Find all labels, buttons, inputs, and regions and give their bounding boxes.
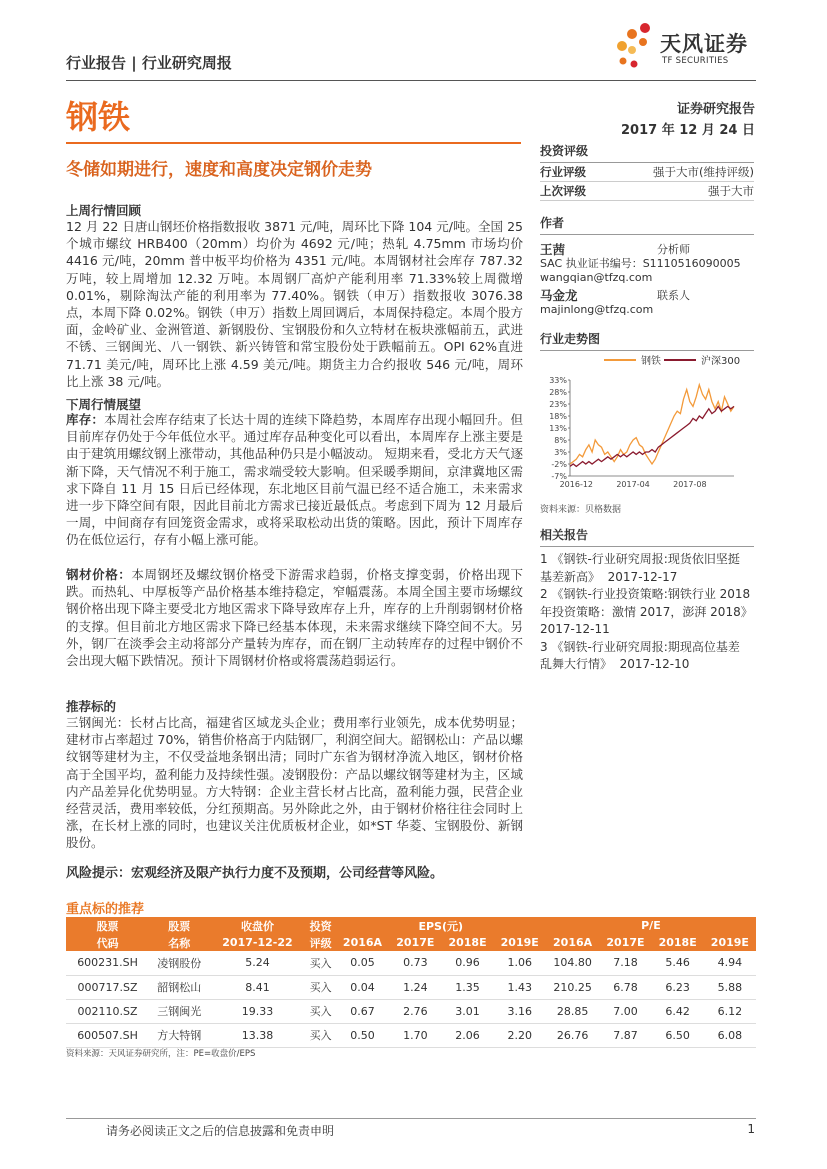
title-divider [66, 142, 521, 144]
price-paragraph [66, 566, 523, 669]
table-cell: 6.12 [704, 999, 756, 1023]
report-date: 2017 年 12 月 24 日 [621, 123, 755, 138]
review-paragraph: 12 月 22 日唐山钢坯价格指数报收 3871 元/吨，周环比下降 104 元/吨。全国 25 个城市螺纹 HRB400（20mm）均价为 4692 元/吨；热轧 4.75mm 市场均价 4416 元/吨，20mm 普中板平均价格为 4351 元/吨。本周钢材社会库存 787.32 万吨，较上周增加 12.32 万吨。本周钢厂高炉产能利用率 71.33%较上周微增 0.01%，剔除淘汰产能的利用率为 77.40%。钢铁（申万）指数报收 3076.38 点，本周下降 0.02%。钢铁（申万）指数上周回调后，本周保持稳定。本周个股方面，金岭矿业、金洲管道、新钢股份、宝钢股份和久立特材在板块涨幅前五，武进不锈、三钢闽光、八一钢铁、新兴铸管和常宝股份处于跌幅前五。OPI 62%直进 71.71 美元/吨，周环比上涨 4.59 美元/吨。期货主力合约报收 546 元/吨，周环比上涨 38 元/吨。 [66, 219, 523, 389]
related-heading: 相关报告 [540, 526, 754, 547]
y-tick-label: 13% [549, 424, 567, 433]
col-header: 代码 [66, 934, 149, 951]
table-cell: 0.05 [336, 951, 390, 975]
table-cell: 1.06 [494, 951, 546, 975]
trend-chart [540, 350, 754, 490]
report-type: 证券研究报告 [676, 102, 755, 117]
inventory-text: 本周社会库存结束了长达十周的连续下降趋势，本周库存出现小幅回升。但目前库存仍处于今年低位水平。通过库存品种变化可以看出，本周库存上涨主要是由于建筑用螺纹钢上涨带动，其他品种仍只是小幅波动。 短期来看，受北方天气逐渐下降，天气情况不利于施工，需求端受较大影响。但采暖季期间，京津冀地区需求下降自 11 月 15 日后已经体现，东北地区目前气温已经不适合施工，未来需求进一步下降空间有限，因此目前北方需求已接近最低点。考虑到下周为 12 月最后一周，中间商存有回笼资金需求，或将采取松动出货的策略。因此，预计下周库存仍在低位运行，存有小幅上涨可能。 [66, 412, 523, 548]
table-heading: 重点标的推荐 [66, 902, 145, 917]
table-cell: 104.80 [546, 951, 600, 975]
risk-warning: 风险提示：宏观经济及限产执行力度不及预期，公司经营等风险。 [66, 866, 444, 881]
table-cell: 买入 [306, 975, 336, 999]
logo-name: 天风证券 [660, 32, 748, 56]
price-label: 钢材价格： [66, 567, 132, 582]
table-cell: 方大特钢 [149, 1023, 209, 1047]
logo-mark-icon [612, 20, 662, 72]
rating-key: 上次评级 [540, 184, 586, 198]
table-cell: 0.96 [441, 951, 493, 975]
author-box [540, 214, 754, 317]
author-email[interactable]: wangqian@tfzq.com [540, 271, 653, 284]
rating-row [540, 163, 754, 182]
table-cell: 6.78 [599, 975, 651, 999]
table-cell: 7.00 [599, 999, 651, 1023]
col-header: 2019E [704, 934, 756, 951]
trend-box [540, 330, 754, 351]
table-cell: 002110.SZ [66, 999, 149, 1023]
table-cell: 5.24 [209, 951, 305, 975]
table-row [66, 975, 756, 999]
table-source: 资料来源：天风证券研究所，注：PE=收盘价/EPS [66, 1049, 256, 1059]
col-header: 收盘价 [209, 917, 305, 934]
table-cell: 3.16 [494, 999, 546, 1023]
trend-source: 资料来源：贝格数据 [540, 505, 622, 515]
header-divider [66, 80, 756, 81]
col-header: 股票 [149, 917, 209, 934]
col-header: 2017E [389, 934, 441, 951]
table-cell: 2.76 [389, 999, 441, 1023]
footer-divider [66, 1118, 756, 1119]
stock-table [66, 917, 756, 1048]
table-cell: 0.67 [336, 999, 390, 1023]
author-name: 马金龙 [540, 288, 578, 303]
table-cell: 0.50 [336, 1023, 390, 1047]
col-header: 股票 [66, 917, 149, 934]
trend-heading: 行业走势图 [540, 330, 754, 351]
table-row [66, 951, 756, 975]
x-tick-label: 2017-04 [616, 480, 650, 489]
rating-row [540, 182, 754, 201]
table-cell: 19.33 [209, 999, 305, 1023]
table-cell: 买入 [306, 1023, 336, 1047]
col-header: 名称 [149, 934, 209, 951]
col-header: 2018E [652, 934, 704, 951]
table-cell: 28.85 [546, 999, 600, 1023]
table-cell: 1.43 [494, 975, 546, 999]
table-cell: 0.04 [336, 975, 390, 999]
table-cell: 26.76 [546, 1023, 600, 1047]
table-cell: 000717.SZ [66, 975, 149, 999]
table-cell: 8.41 [209, 975, 305, 999]
col-header: 2017-12-22 [209, 934, 305, 951]
table-cell: 0.73 [389, 951, 441, 975]
y-tick-label: 3% [554, 448, 567, 457]
recommend-heading: 推荐标的 [66, 699, 117, 714]
table-cell: 6.23 [652, 975, 704, 999]
table-cell: 600507.SH [66, 1023, 149, 1047]
col-header: 投资 [306, 917, 336, 934]
table-cell: 4.94 [704, 951, 756, 975]
related-box [540, 526, 754, 674]
rating-value: 强于大市 [708, 184, 754, 198]
related-item[interactable]: 3 《钢铁-行业研究周报:期现高位基差 乱舞大行情》 2017-12-10 [540, 639, 740, 671]
table-cell: 1.70 [389, 1023, 441, 1047]
series-line-2 [570, 406, 734, 466]
table-row [66, 1023, 756, 1047]
table-cell: 6.42 [652, 999, 704, 1023]
table-cell: 13.38 [209, 1023, 305, 1047]
author-role: 分析师 [657, 243, 690, 256]
table-cell: 买入 [306, 999, 336, 1023]
rating-key: 行业评级 [540, 165, 586, 179]
industry-name: 钢铁 [66, 98, 131, 136]
table-cell: 三钢闽光 [149, 999, 209, 1023]
price-text: 本周钢坯及螺纹钢价格受下游需求趋弱，价格支撑变弱，价格出现下跌。而热轧、中厚板等产品价格基本维持稳定，窄幅震荡。本周全国主要市场螺纹钢价格出现下降主要受北方地区需求下降导致库存上升，库存的上升削弱钢材价格的支撑。但目前北方地区需求下降已经基本体现，未来需求继续下降空间不大。另外，钢厂在淡季会主动将部分产量转为库存，而在钢厂主动转库存的过程中钢价不会出现大幅下跌情况。预计下周钢材价格或将震荡趋弱运行。 [66, 567, 523, 669]
table-cell: 6.08 [704, 1023, 756, 1047]
author-heading: 作者 [540, 214, 754, 235]
x-tick-label: 2016-12 [559, 480, 594, 489]
y-tick-label: 8% [554, 436, 567, 445]
col-header: 2016A [336, 934, 390, 951]
table-cell: 2.20 [494, 1023, 546, 1047]
x-tick-label: 2017-08 [673, 480, 707, 489]
table-cell: 1.24 [389, 975, 441, 999]
author-email[interactable]: majinlong@tfzq.com [540, 303, 654, 316]
y-tick-label: 18% [549, 412, 567, 421]
author-name: 王茜 [540, 242, 566, 257]
related-item[interactable]: 1 《钢铁-行业研究周报:现货依旧坚挺 基差新高》 2017-12-17 [540, 552, 740, 584]
table-cell: 2.06 [441, 1023, 493, 1047]
y-tick-label: 28% [549, 388, 567, 397]
rating-box [540, 142, 754, 201]
report-title: 冬储如期进行，速度和高度决定钢价走势 [66, 160, 372, 180]
author-role: 联系人 [657, 289, 690, 302]
col-header: 评级 [306, 934, 336, 951]
logo-name-en: TF SECURITIES [662, 56, 729, 66]
col-header: 2016A [546, 934, 600, 951]
table-cell: 600231.SH [66, 951, 149, 975]
related-item[interactable]: 2 《钢铁-行业投资策略:钢铁行业 2018 年投资策略：激情 2017，澎湃 2018》 2017-12-11 [540, 587, 753, 636]
footer-disclaimer: 请务必阅读正文之后的信息披露和免责申明 [106, 1124, 335, 1138]
table-cell: 7.18 [599, 951, 651, 975]
legend-label: 钢铁 [641, 356, 661, 367]
inventory-label: 库存： [66, 412, 105, 427]
report-category: 行业报告 | 行业研究周报 [66, 54, 232, 72]
col-header: 2017E [599, 934, 651, 951]
series-line-1 [570, 385, 734, 464]
legend-label: 沪深300 [701, 356, 741, 367]
table-cell: 1.35 [441, 975, 493, 999]
page-number: 1 [747, 1122, 755, 1136]
col-header: 2018E [441, 934, 493, 951]
table-cell: 买入 [306, 951, 336, 975]
table-cell: 韶钢松山 [149, 975, 209, 999]
y-tick-label: 33% [549, 376, 567, 385]
author-cert: SAC 执业证书编号：S1110516090005 [540, 257, 741, 270]
table-cell: 6.50 [652, 1023, 704, 1047]
rating-value: 强于大市(维持评级) [653, 165, 754, 179]
table-cell: 3.01 [441, 999, 493, 1023]
recommend-paragraph: 三钢闽光：长材占比高，福建省区域龙头企业；费用率行业领先，成本优势明显；建材市占率超过 70%，销售价格高于内陆钢厂，利润空间大。韶钢松山：产品以螺纹钢等建材为主，不仅受益地条钢出清；同时广东省为钢材净流入地区，钢材价格高于全国平均，盈利能力及持续性强。凌钢股份：产品以螺纹钢等建材为主，区域内产品差异化优势明显。方大特钢：企业主营长材占比高，盈利能力强，民营企业经营灵活，费用率较低，分红预期高。另外除此之外，由于钢材价格往往会同时上涨，在长材上涨的同时，也建议关注优质板材企业，如*ST 华菱、宝钢股份、新钢股份。 [66, 715, 523, 851]
rating-heading: 投资评级 [540, 142, 754, 163]
y-tick-label: -2% [551, 460, 567, 469]
outlook-heading: 下周行情展望 [66, 397, 142, 412]
col-header: 2019E [494, 934, 546, 951]
table-cell: 5.88 [704, 975, 756, 999]
y-tick-label: 23% [549, 400, 567, 409]
table-row [66, 999, 756, 1023]
inventory-paragraph [66, 411, 523, 549]
table-cell: 7.87 [599, 1023, 651, 1047]
table-cell: 5.46 [652, 951, 704, 975]
review-heading: 上周行情回顾 [66, 203, 142, 218]
col-header: P/E [546, 917, 756, 934]
col-header: EPS(元) [336, 917, 546, 934]
table-cell: 凌钢股份 [149, 951, 209, 975]
table-cell: 210.25 [546, 975, 600, 999]
y-tick-label: -7% [551, 472, 567, 481]
